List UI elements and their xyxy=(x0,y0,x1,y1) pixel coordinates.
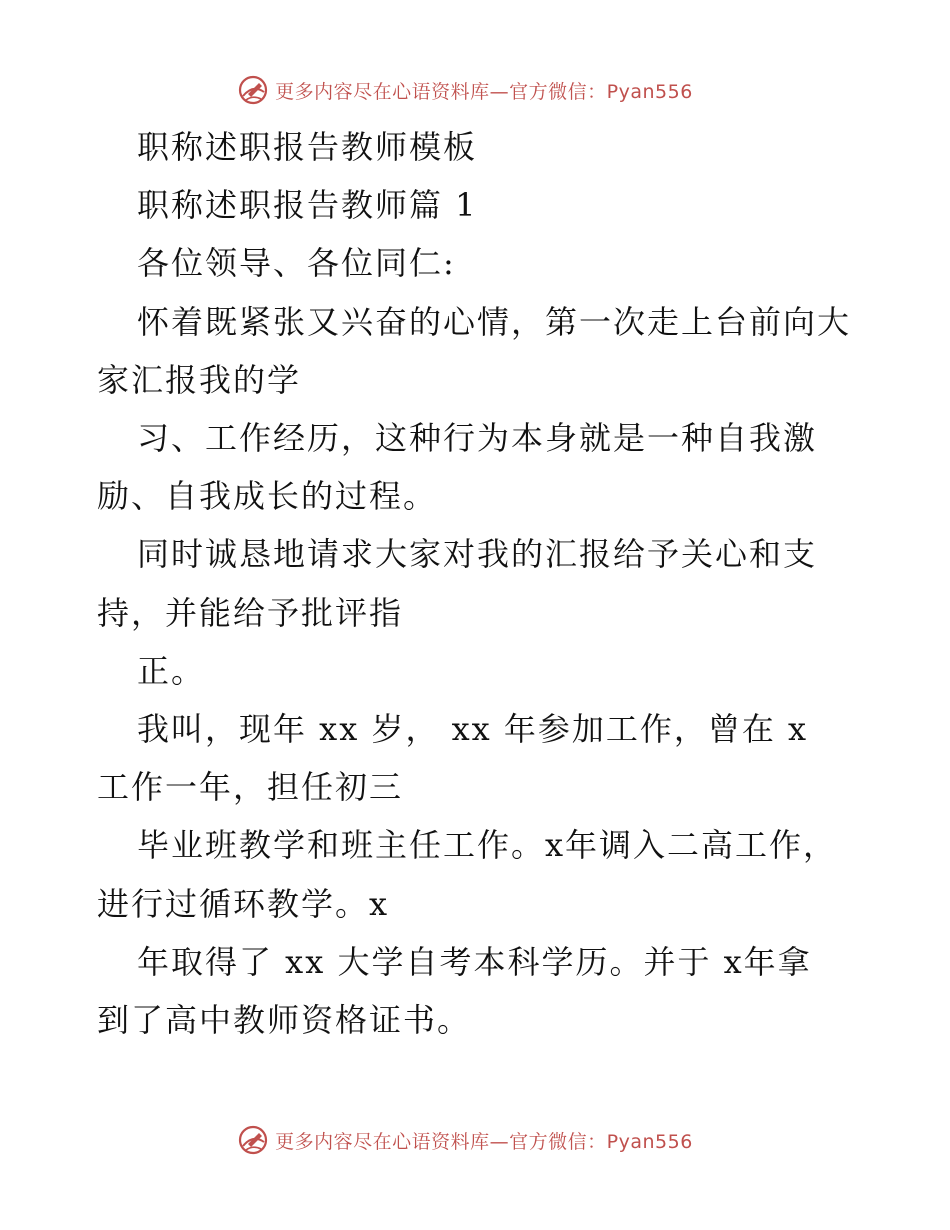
paragraph-line: 怀着既紧张又兴奋的心情，第一次走上台前向大 xyxy=(137,303,852,341)
banner-text: 更多内容尽在心语资料库—官方微信：Pyan556 xyxy=(275,1130,693,1153)
salutation: 各位领导、各位同仁: xyxy=(137,244,456,282)
paragraph-line: 家汇报我的学 xyxy=(97,361,302,399)
book-pen-logo-icon xyxy=(237,1124,269,1156)
banner-text: 更多内容尽在心语资料库—官方微信：Pyan556 xyxy=(275,80,693,103)
paragraph-line: 正。 xyxy=(137,652,206,690)
paragraph-line: 励、自我成长的过程。 xyxy=(97,477,438,515)
paragraph-line: 毕业班教学和班主任工作。x年调入二高工作， xyxy=(137,826,838,864)
paragraph-line: 进行过循环教学。x xyxy=(97,885,390,923)
paragraph-line: 到了高中教师资格证书。 xyxy=(97,1001,472,1039)
paragraph-line: 年取得了 xx 大学自考本科学历。并于 x年拿 xyxy=(137,943,812,981)
header-banner xyxy=(0,70,950,110)
paragraph-line: 持，并能给予批评指 xyxy=(97,594,404,632)
footer-banner xyxy=(0,1120,950,1160)
paragraph-line: 习、工作经历，这种行为本身就是一种自我激 xyxy=(137,419,818,457)
paragraph-line: 工作一年，担任初三 xyxy=(97,768,404,806)
paragraph-line: 同时诚恳地请求大家对我的汇报给予关心和支 xyxy=(137,535,818,573)
document-title: 职称述职报告教师模板 xyxy=(137,128,478,166)
paragraph-line: 我叫，现年 xx 岁， xx 年参加工作，曾在 x xyxy=(137,710,809,748)
book-pen-logo-icon xyxy=(237,74,269,106)
section-heading: 职称述职报告教师篇 1 xyxy=(137,186,478,224)
